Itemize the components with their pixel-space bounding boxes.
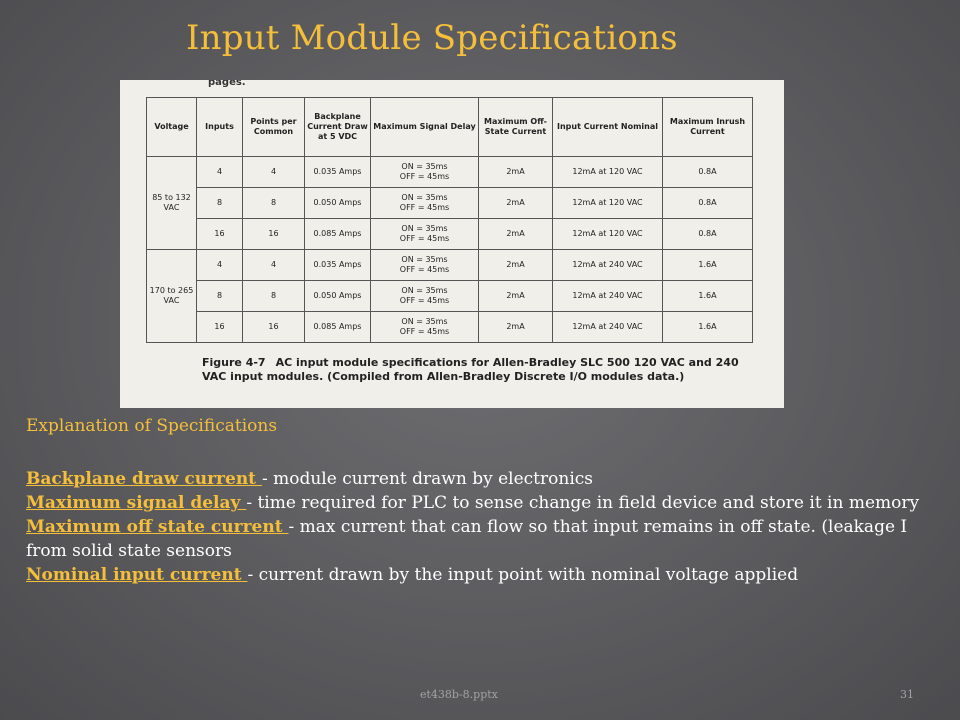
table-row — [147, 281, 753, 312]
figure-top-text: pages. — [208, 80, 246, 88]
points-cell: 4 — [243, 250, 305, 281]
delay-off: OFF = 45ms — [399, 265, 450, 274]
voltage-group-cell: 170 to 265 VAC — [147, 250, 197, 343]
slide-title: Input Module Specifications — [186, 18, 678, 58]
inputs-cell: 4 — [197, 250, 243, 281]
delay-off: OFF = 45ms — [399, 172, 450, 181]
delay-on: ON = 35ms — [401, 162, 448, 171]
offstate-cell: 2mA — [479, 219, 553, 250]
inputs-cell: 16 — [197, 219, 243, 250]
table-row — [147, 250, 753, 281]
delay-cell — [371, 157, 479, 188]
delay-on: ON = 35ms — [401, 317, 448, 326]
definitions-list — [26, 467, 926, 587]
delay-on: ON = 35ms — [401, 224, 448, 233]
definition-item — [26, 491, 926, 515]
footer-filename: et438b-8.pptx — [420, 688, 498, 701]
figure-caption — [202, 356, 762, 384]
voltage-group-cell: 85 to 132 VAC — [147, 157, 197, 250]
header-max-signal-delay: Maximum Signal Delay — [371, 98, 479, 157]
definition-term: Maximum signal delay — [26, 493, 247, 513]
definition-text: - module current drawn by electronics — [261, 469, 593, 489]
delay-off: OFF = 45ms — [399, 296, 450, 305]
definition-item — [26, 467, 926, 491]
inputs-cell: 16 — [197, 312, 243, 343]
nominal-cell: 12mA at 120 VAC — [553, 157, 663, 188]
points-cell: 8 — [243, 188, 305, 219]
definition-term: Nominal input current — [26, 565, 248, 585]
points-cell: 16 — [243, 312, 305, 343]
nominal-cell: 12mA at 120 VAC — [553, 188, 663, 219]
table-row — [147, 219, 753, 250]
inrush-cell: 1.6A — [663, 312, 753, 343]
backplane-cell: 0.085 Amps — [305, 219, 371, 250]
figure-label: Figure 4-7 — [202, 356, 266, 369]
delay-off: OFF = 45ms — [399, 234, 450, 243]
inputs-cell: 4 — [197, 157, 243, 188]
inrush-cell: 1.6A — [663, 281, 753, 312]
header-input-current-nominal: Input Current Nominal — [553, 98, 663, 157]
header-max-off-state: Maximum Off-State Current — [479, 98, 553, 157]
table-row — [147, 312, 753, 343]
inputs-cell: 8 — [197, 281, 243, 312]
points-cell: 8 — [243, 281, 305, 312]
definition-term: Backplane draw current — [26, 469, 262, 489]
spec-table — [146, 97, 753, 343]
delay-cell — [371, 281, 479, 312]
delay-cell — [371, 250, 479, 281]
table-row — [147, 157, 753, 188]
delay-on: ON = 35ms — [401, 193, 448, 202]
inrush-cell: 0.8A — [663, 188, 753, 219]
offstate-cell: 2mA — [479, 157, 553, 188]
header-points-per-common: Points per Common — [243, 98, 305, 157]
nominal-cell: 12mA at 240 VAC — [553, 312, 663, 343]
explanation-heading: Explanation of Specifications — [26, 416, 278, 436]
delay-cell — [371, 219, 479, 250]
definition-text: - current drawn by the input point with nominal voltage applied — [247, 565, 799, 585]
offstate-cell: 2mA — [479, 188, 553, 219]
definition-item — [26, 563, 926, 587]
figure-caption-text: AC input module specifications for Allen-Bradley SLC 500 120 VAC and 240 VAC input modules. (Compiled from Allen-Bradley Discrete I/O modules data.) — [202, 356, 739, 383]
header-inputs: Inputs — [197, 98, 243, 157]
delay-on: ON = 35ms — [401, 255, 448, 264]
delay-on: ON = 35ms — [401, 286, 448, 295]
delay-cell — [371, 312, 479, 343]
delay-cell — [371, 188, 479, 219]
points-cell: 4 — [243, 157, 305, 188]
definition-term: Maximum off state current — [26, 517, 289, 537]
table-row — [147, 188, 753, 219]
header-voltage: Voltage — [147, 98, 197, 157]
offstate-cell: 2mA — [479, 250, 553, 281]
points-cell: 16 — [243, 219, 305, 250]
definition-text: - time required for PLC to sense change in field device and store it in memory — [246, 493, 920, 513]
table-header-row — [147, 98, 753, 157]
inrush-cell: 0.8A — [663, 157, 753, 188]
header-backplane-current: Backplane Current Draw at 5 VDC — [305, 98, 371, 157]
nominal-cell: 12mA at 240 VAC — [553, 281, 663, 312]
nominal-cell: 12mA at 240 VAC — [553, 250, 663, 281]
header-max-inrush: Maximum Inrush Current — [663, 98, 753, 157]
backplane-cell: 0.050 Amps — [305, 281, 371, 312]
backplane-cell: 0.050 Amps — [305, 188, 371, 219]
nominal-cell: 12mA at 120 VAC — [553, 219, 663, 250]
backplane-cell: 0.035 Amps — [305, 250, 371, 281]
definition-text: - max current that can flow so that input remains in off state. (leakage I from solid state sensors — [26, 517, 908, 561]
spec-figure-image — [120, 80, 784, 408]
inrush-cell: 0.8A — [663, 219, 753, 250]
offstate-cell: 2mA — [479, 312, 553, 343]
footer-page-number: 31 — [900, 688, 914, 701]
offstate-cell: 2mA — [479, 281, 553, 312]
backplane-cell: 0.035 Amps — [305, 157, 371, 188]
inputs-cell: 8 — [197, 188, 243, 219]
delay-off: OFF = 45ms — [399, 327, 450, 336]
definition-item — [26, 515, 926, 563]
inrush-cell: 1.6A — [663, 250, 753, 281]
backplane-cell: 0.085 Amps — [305, 312, 371, 343]
delay-off: OFF = 45ms — [399, 203, 450, 212]
